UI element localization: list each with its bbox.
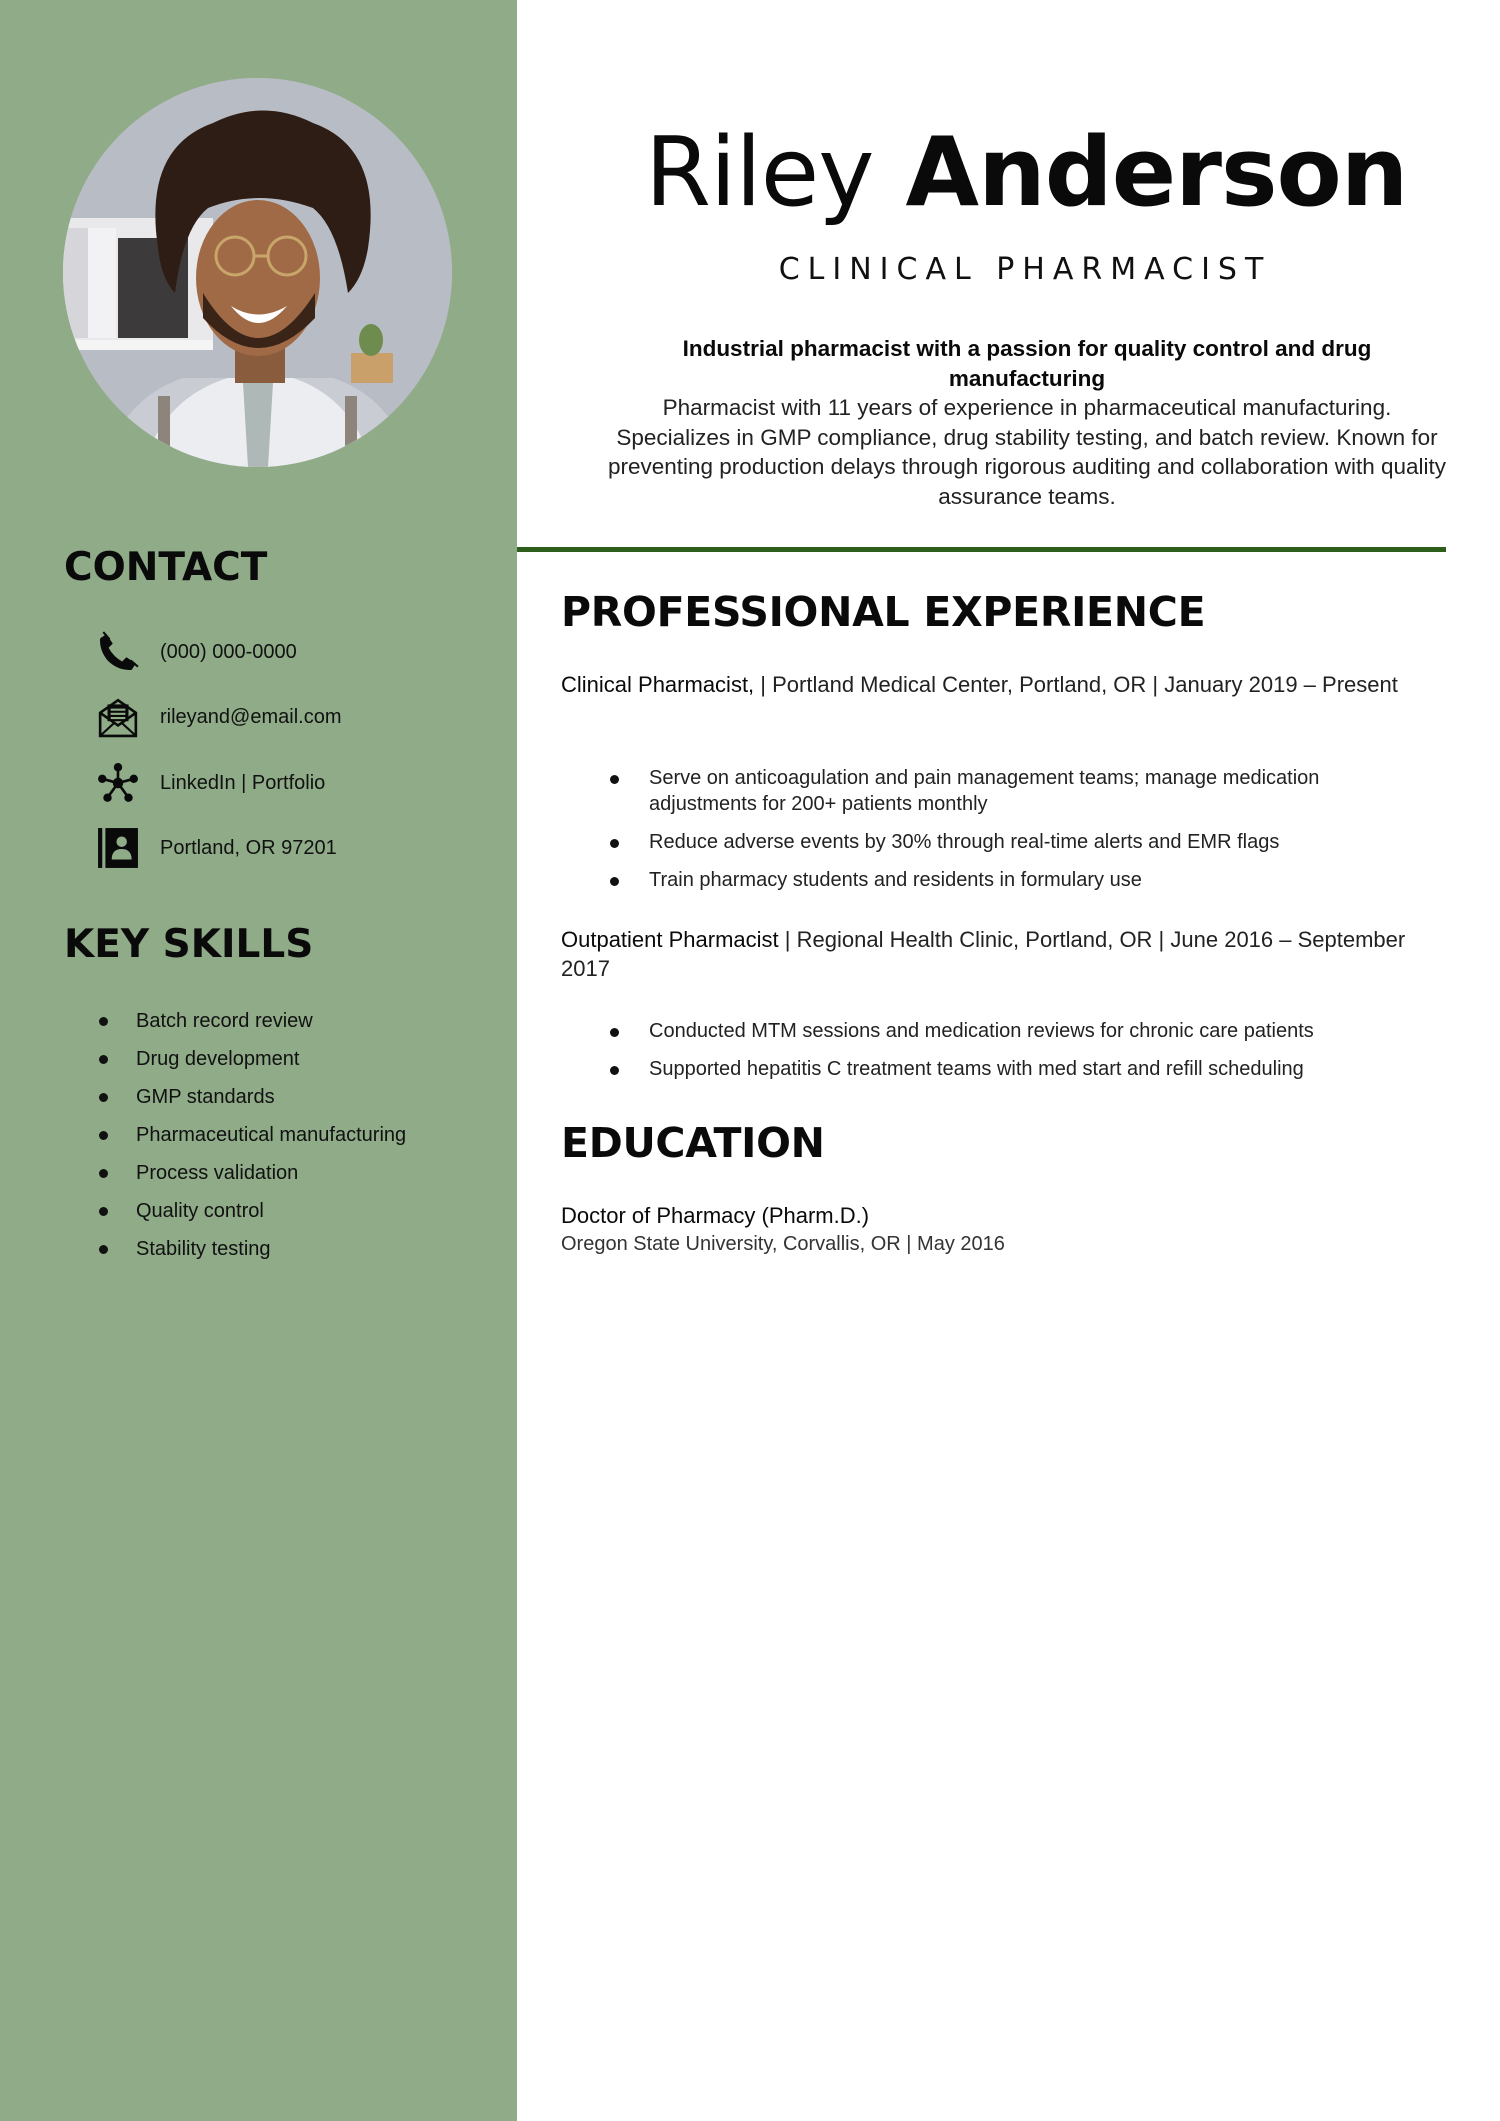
contact-links[interactable] <box>96 761 325 805</box>
contact-email-text: rileyand@email.com <box>160 705 342 728</box>
phone-icon <box>96 630 140 674</box>
skills-heading: KEY SKILLS <box>64 922 314 967</box>
job-role: Outpatient Pharmacist <box>561 927 779 952</box>
education-degree: Doctor of Pharmacy (Pharm.D.) <box>561 1203 870 1228</box>
summary <box>607 334 1447 511</box>
section-divider <box>517 547 1446 552</box>
contact-phone[interactable] <box>96 630 297 674</box>
job-details: | Portland Medical Center, Portland, OR | January 2019 – Present <box>754 672 1398 697</box>
profile-photo-illustration <box>63 78 452 467</box>
education-school: Oregon State University, Corvallis, OR | May 2016 <box>561 1233 1005 1255</box>
job-role: Clinical Pharmacist, <box>561 672 755 697</box>
job-bullet: Train pharmacy students and residents in formulary use <box>561 867 1421 893</box>
skill-item: Drug development <box>96 1040 406 1078</box>
skill-item: Stability testing <box>96 1230 406 1268</box>
contact-location[interactable] <box>96 826 337 870</box>
last-name: Anderson <box>905 118 1408 228</box>
job-bullet: Reduce adverse events by 30% through real-time alerts and EMR flags <box>561 829 1421 855</box>
job-bullet: Conducted MTM sessions and medication reviews for chronic care patients <box>561 1018 1421 1044</box>
job-bullet: Serve on anticoagulation and pain management teams; manage medication adjustments for 200+ patients monthly <box>561 765 1421 817</box>
summary-headline: Industrial pharmacist with a passion for quality control and drug manufacturing <box>682 336 1372 391</box>
skill-item: Quality control <box>96 1192 406 1230</box>
summary-body: Pharmacist with 11 years of experience in pharmaceutical manufacturing. Specializes in GMP compliance, drug stability testing, and batch review. Known for preventing production delays through rigorous auditing and collaboration with quality assurance teams. <box>607 395 1447 509</box>
job-title: CLINICAL PHARMACIST <box>778 252 1272 287</box>
job-details: | Regional Health Clinic, Portland, OR | June 2016 – September 2017 <box>561 927 1406 981</box>
candidate-name <box>645 118 1408 228</box>
network-icon <box>96 761 140 805</box>
email-icon <box>96 695 140 739</box>
skill-item: Process validation <box>96 1154 406 1192</box>
contact-phone-text: (000) 000-0000 <box>160 640 297 663</box>
skill-item: Batch record review <box>96 1002 406 1040</box>
first-name: Riley <box>645 118 874 228</box>
skill-item: Pharmaceutical manufacturing <box>96 1116 406 1154</box>
job-bullets <box>561 765 1421 905</box>
sidebar <box>0 0 517 2121</box>
job-header <box>561 925 1421 983</box>
profile-photo <box>63 78 452 467</box>
skill-item: GMP standards <box>96 1078 406 1116</box>
contact-heading: CONTACT <box>64 545 268 590</box>
contact-email[interactable] <box>96 695 341 739</box>
education-heading: EDUCATION <box>561 1119 825 1167</box>
job-bullet: Supported hepatitis C treatment teams with med start and refill scheduling <box>561 1056 1421 1082</box>
contact-links-text: LinkedIn | Portfolio <box>160 771 326 794</box>
contact-book-icon <box>96 826 140 870</box>
skills-list <box>96 1002 406 1268</box>
job-bullets <box>561 1018 1421 1094</box>
contact-location-text: Portland, OR 97201 <box>160 836 337 859</box>
job-header <box>561 670 1421 699</box>
main-content <box>517 0 1500 2121</box>
experience-heading: PROFESSIONAL EXPERIENCE <box>561 588 1206 636</box>
